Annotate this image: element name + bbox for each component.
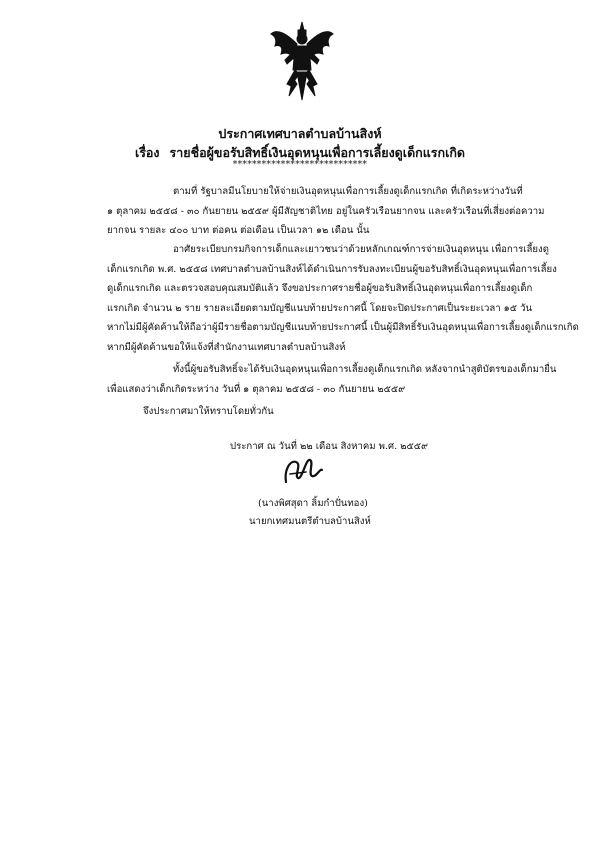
announcement-date: ประกาศ ณ วันที่ ๒๒ เดือน สิงหาคม พ.ศ. ๒๕๕๙	[230, 441, 429, 452]
separator-line: ****************************	[232, 160, 368, 170]
paragraph-3	[107, 360, 557, 399]
paragraph-4	[107, 402, 512, 422]
text-line: ตามที่ รัฐบาลมีนโยบายให้จ่ายเงินอุดหนุนเพื่อการเลี้ยงดูเด็กแรกเกิด ที่เกิดระหว่างวันที่	[173, 186, 523, 197]
handwritten-signature	[276, 452, 326, 488]
garuda-emblem-icon	[269, 20, 335, 104]
text-line: เพื่อแสดงว่าเด็กเกิดระหว่าง วันที่ ๑ ตุลาคม ๒๕๕๘ - ๓๐ กันยายน ๒๕๕๙	[107, 383, 406, 395]
text-line: ทั้งนี้ผู้ขอรับสิทธิ์จะได้รับเงินอุดหนุนเพื่อการเลี้ยงดูเด็กแรกเกิด หลังจากนำสูติบัตรของเด็กมายื่น	[173, 364, 557, 375]
subject-text: รายชื่อผู้ขอรับสิทธิ์เงินอุดหนุนเพื่อการเลี้ยงดูเด็กแรกเกิด	[169, 145, 466, 160]
text-line: เด็กแรกเกิด พ.ศ. ๒๕๕๘ เทศบาลตำบลบ้านสิงห์ได้ดำเนินการรับลงทะเบียนผู้ขอรับสิทธิ์เงินอุดหนุนเพื่อการเลี้ยง	[107, 263, 557, 275]
signer-name: (นางพิศสุดา ลิ้มกำปั่นทอง)	[258, 498, 368, 509]
text-line: แรกเกิด จำนวน ๒ ราย รายละเอียดตามบัญชีแนบท้ายประกาศนี้ โดยจะปิดประกาศเป็นระยะเวลา ๑๕ วัน	[107, 302, 533, 314]
text-line: ยากจน รายละ ๔๐๐ บาท ต่อคน ต่อเดือน เป็นเวลา ๑๒ เดือน นั้น	[107, 225, 370, 236]
text-line: อาศัยระเบียบกรมกิจการเด็กและเยาวชนว่าด้วยหลักเกณฑ์การจ่ายเงินอุดหนุน เพื่อการเลี้ยงดู	[173, 244, 549, 255]
announcement-title: ประกาศเทศบาลตำบลบ้านสิงห์	[218, 126, 382, 141]
text-line: ดูเด็กแรกเกิด และตรวจสอบคุณสมบัติแล้ว จึงขอประกาศรายชื่อผู้ขอรับสิทธิ์เงินอุดหนุนเพื่อการเลี้ยงดูเด็ก	[107, 283, 533, 294]
paragraph-2	[107, 240, 579, 357]
text-line: หากไม่มีผู้คัดค้านให้ถือว่าผู้มีรายชื่อตามบัญชีแนบท้ายประกาศนี้ เป็นผู้มีสิทธิ์รับเงินอุดหนุนเพื่อการเลี้ยงดูเด็กแรกเกิด	[107, 322, 579, 333]
subject-label: เรื่อง	[134, 145, 160, 160]
text-line: จึงประกาศมาให้ทราบโดยทั่วกัน	[143, 406, 274, 417]
text-line: หากมีผู้คัดค้านขอให้แจ้งที่สำนักงานเทศบาลตำบลบ้านสิงห์	[107, 341, 346, 353]
text-line: ๑ ตุลาคม ๒๕๕๘ - ๓๐ กันยายน ๒๕๕๙ ผู้มีสัญชาติไทย อยู่ในครัวเรือนยากจน และครัวเรือนที่เสี่ยงต่อความ	[107, 205, 545, 217]
signer-position: นายกเทศมนตรีตำบลบ้านสิงห์	[249, 516, 371, 527]
paragraph-1	[107, 182, 545, 241]
